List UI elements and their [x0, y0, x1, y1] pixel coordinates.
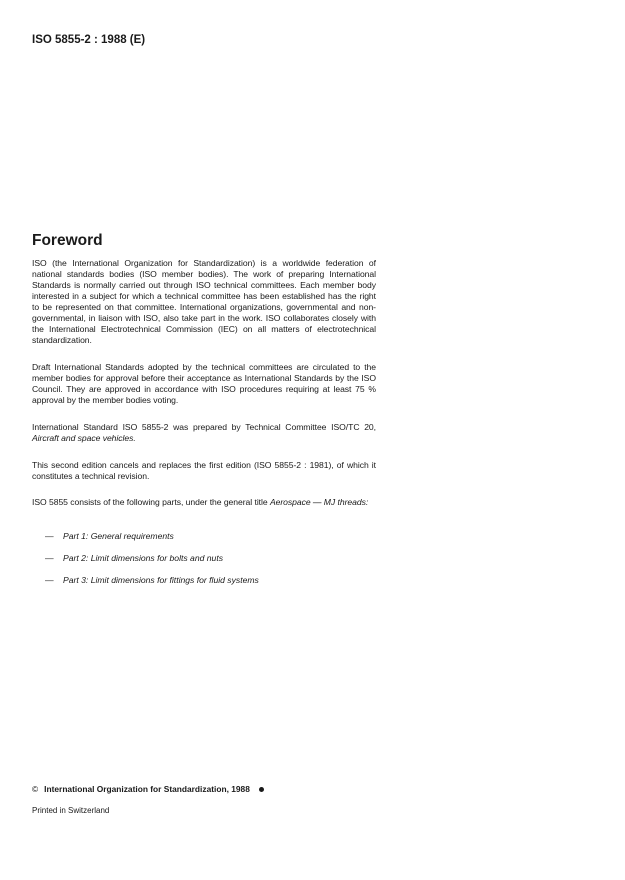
copyright-text: International Organization for Standardization, 1988: [44, 784, 250, 794]
copyright-symbol: ©: [32, 784, 39, 794]
copyright-notice: [32, 784, 264, 794]
paragraph-preparation: [32, 422, 376, 444]
list-dash: —: [45, 553, 54, 563]
paragraph-draft-standards: Draft International Standards adopted by the technical committees are circulated to the member bodies for approval before their acceptance as International Standards by the ISO Council. They are approved in accordance with ISO procedures requiring at least 75 % approval by the member bodies voting.: [32, 362, 376, 405]
general-title: Aerospace — MJ threads:: [269, 497, 369, 507]
paragraph-edition: This second edition cancels and replaces the first edition (ISO 5855-2 : 1981), of which it constitutes a technical revision.: [32, 460, 376, 481]
list-dash: —: [45, 575, 54, 585]
part-title: Part 1: General requirements: [63, 531, 174, 541]
parts-intro-text: ISO 5855 consists of the following parts, under the general title: [32, 497, 268, 507]
committee-title: Aircraft and space vehicles.: [32, 433, 136, 443]
bullet-icon: [259, 787, 264, 792]
preparation-text: International Standard ISO 5855-2 was prepared by Technical Committee ISO/TC 20,: [32, 422, 376, 432]
paragraph-parts-intro: [32, 497, 376, 508]
part-title: Part 3: Limit dimensions for fittings for fluid systems: [63, 575, 259, 585]
document-header: ISO 5855-2 : 1988 (E): [32, 34, 146, 46]
paragraph-iso-description: ISO (the International Organization for Standardization) is a worldwide federation of national standards bodies (ISO member bodies). The work of preparing International Standards is normally carried out through ISO technical committees. Each member body interested in a subject for which a technical committee has been established has the right to be represented on that committee. International organizations, governmental and non-governmental, in liaison with ISO, also take part in the work. ISO collaborates closely with the International Electrotechnical Commission (IEC) on all matters of electrotechnical standardization.: [32, 258, 376, 345]
list-item: [45, 575, 259, 585]
section-title: Foreword: [32, 232, 103, 249]
part-title: Part 2: Limit dimensions for bolts and nuts: [63, 553, 224, 563]
list-item: [45, 553, 223, 563]
list-item: [45, 531, 174, 541]
printed-location: Printed in Switzerland: [32, 806, 110, 815]
list-dash: —: [45, 531, 54, 541]
